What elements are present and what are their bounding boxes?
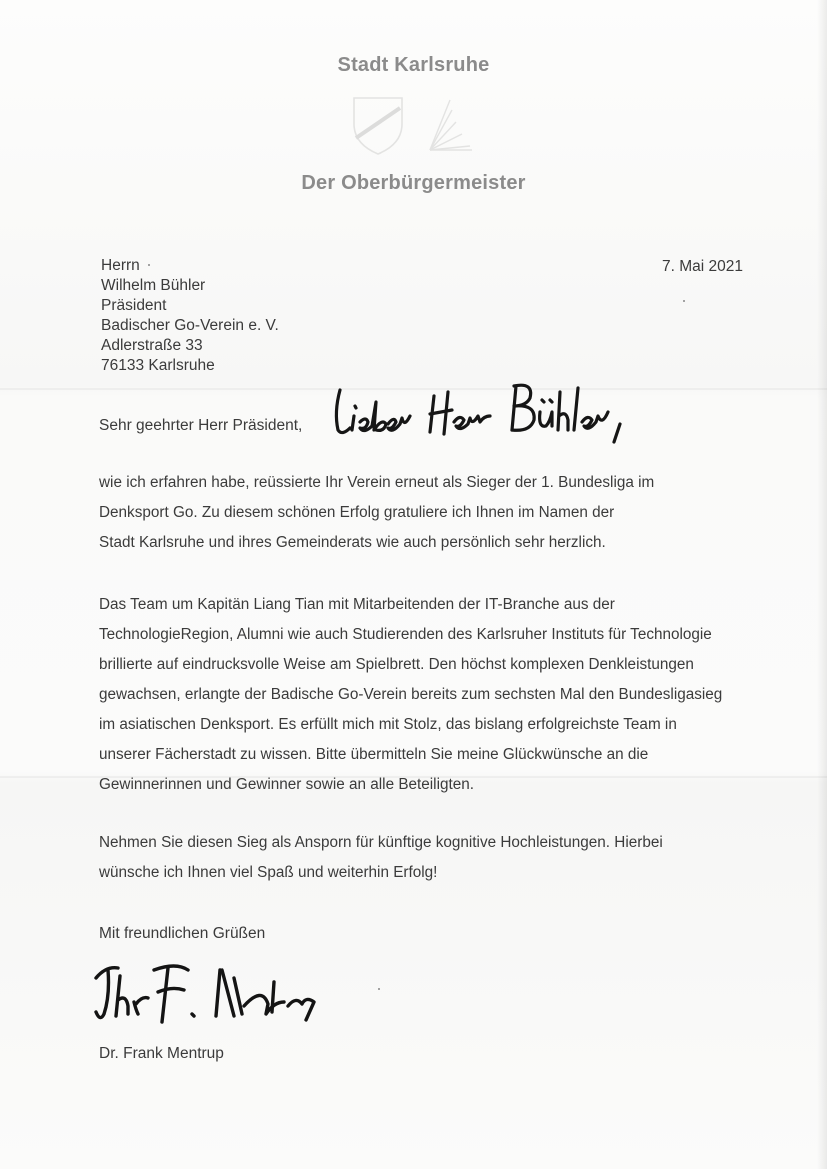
body-line: Nehmen Sie diesen Sieg als Ansporn für künftige kognitive Hochleistungen. Hierbei — [99, 834, 663, 851]
address-line: Adlerstraße 33 — [101, 337, 203, 354]
body-line: brillierte auf eindrucksvolle Weise am Spielbrett. Den höchst komplexen Denkleistungen — [99, 656, 694, 673]
handwritten-signature — [92, 956, 322, 1036]
paper-speck — [148, 264, 150, 266]
body-line: gewachsen, erlangte der Badische Go-Verein bereits zum sechsten Mal den Bundesligasieg — [99, 686, 723, 703]
letter-date: 7. Mai 2021 — [662, 258, 743, 275]
body-line: wie ich erfahren habe, reüssierte Ihr Verein erneut als Sieger der 1. Bundesliga im — [99, 474, 655, 491]
body-line: TechnologieRegion, Alumni wie auch Studierenden des Karlsruher Instituts für Technologie — [99, 626, 712, 643]
address-line: Präsident — [101, 297, 167, 314]
paper-speck — [683, 300, 685, 302]
body-paragraph — [99, 828, 663, 888]
address-line: Wilhelm Bühler — [101, 277, 206, 294]
body-line: wünsche ich Ihnen viel Spaß und weiterhin Erfolg! — [99, 864, 438, 881]
body-paragraph — [99, 468, 654, 558]
body-line: Das Team um Kapitän Liang Tian mit Mitarbeitenden der IT-Branche aus der — [99, 596, 615, 613]
fan-logo-icon — [430, 100, 472, 150]
body-line: Stadt Karlsruhe und ihres Gemeinderats wie auch persönlich sehr herzlich. — [99, 534, 606, 551]
city-coat-of-arms-icon — [354, 98, 402, 154]
printed-salutation: Sehr geehrter Herr Präsident, — [99, 417, 303, 434]
letterhead-emblem — [348, 94, 478, 156]
letterhead-office: Der Oberbürgermeister — [301, 172, 526, 194]
body-line: im asiatischen Denksport. Es erfüllt mich mit Stolz, das bislang erfolgreichste Team in — [99, 716, 677, 733]
address-line: Herrn — [101, 257, 140, 274]
address-line: 76133 Karlsruhe — [101, 357, 215, 374]
signer-name: Dr. Frank Mentrup — [99, 1045, 224, 1062]
closing-greeting: Mit freundlichen Grüßen — [99, 925, 266, 942]
body-line: Denksport Go. Zu diesem schönen Erfolg gratuliere ich Ihnen im Namen der — [99, 504, 615, 521]
body-line: unserer Fächerstadt zu wissen. Bitte übermitteln Sie meine Glückwünsche an die — [99, 746, 649, 763]
body-line: Gewinnerinnen und Gewinner sowie an alle Beteiligten. — [99, 776, 475, 793]
address-line: Badischer Go-Verein e. V. — [101, 317, 279, 334]
body-paragraph — [99, 590, 722, 800]
paper-speck — [378, 988, 380, 990]
letterhead-city: Stadt Karlsruhe — [337, 54, 490, 76]
handwritten-salutation — [330, 372, 630, 450]
